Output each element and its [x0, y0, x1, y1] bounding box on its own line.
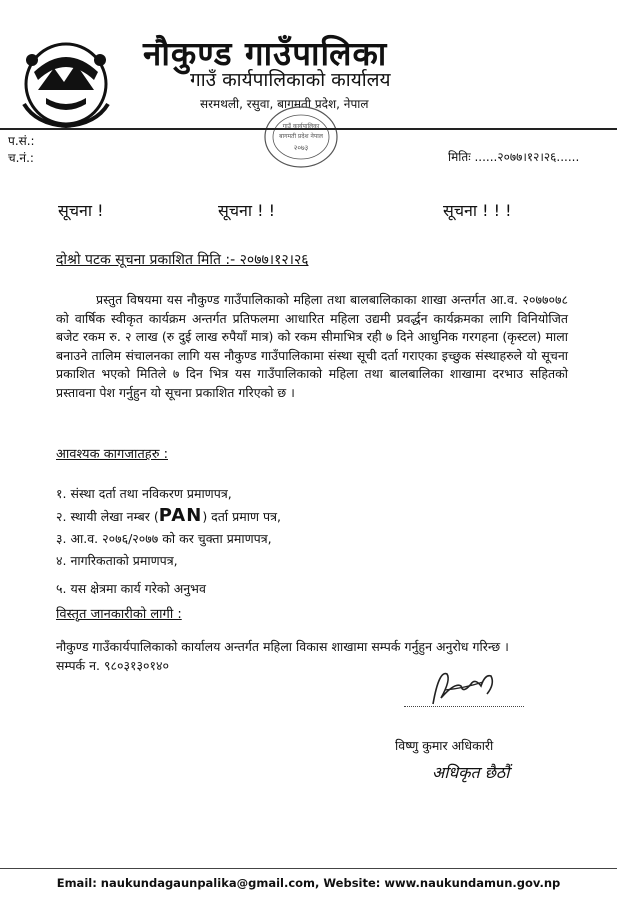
documents-list: [56, 483, 281, 600]
notice-heading-2: सूचना ! !: [218, 201, 276, 220]
contact-phone: सम्पर्क न. ९८०३१३०१४०: [56, 658, 169, 673]
notice-body-text: प्रस्तुत विषयमा यस नौकुण्ड गाउँपालिकाको महिला तथा बालबालिकाका शाखा अन्तर्गत आ.व. २०७७०७८ को वार्षिक स्वीकृत कार्यक्रम अन्तर्गत प्रतिफलमा आधारित महिला उद्यमी प्रवर्द्धन कार्यक्रमका लागि विनियोजित बजेट रकम रु. २ लाख (रु दुई लाख रुपैयाँ मात्र) को रकम सीमाभित्र रही ७ दिने आधुनिक गरगहना (कृस्टल) माला बनाउने तालिम संचालनका लागि यस नौकुण्ड गाउँपालिकामा संस्था सूची दर्ता गराएका इच्छुक संस्थाहरुले यो सूचना प्रकाशित भएको मितिले ७ दिन भित्र यस गाउँपालिकाको महिला तथा बालबालिका शाखामा दरभाउ सहितको प्रस्तावना पेश गर्नुहुन यो सूचना प्रकाशित गरिएको छ ।: [56, 292, 568, 400]
list-item: ४. नागरिकताको प्रमाणपत्र,: [56, 553, 178, 568]
header-divider: [0, 128, 617, 130]
letter-number-label: प.सं.:: [8, 134, 35, 148]
list-item-text: ) दर्ता प्रमाण पत्र,: [202, 509, 281, 524]
contact-heading: विस्तृत जानकारीको लागी :: [56, 607, 182, 622]
office-stamp-icon: [262, 104, 340, 170]
signatory-name: विष्णु कुमार अधिकारी: [395, 738, 494, 753]
list-item: ३. आ.व. २०७६/२०७७ को कर चुक्ता प्रमाणपत्र,: [56, 531, 272, 546]
office-address: सरमथली, रसुवा, बागमती प्रदेश, नेपाल: [200, 97, 369, 111]
notice-heading-3: सूचना ! ! !: [443, 201, 512, 220]
pan-label: PAN: [158, 505, 203, 526]
stamp-text: गाउँ कार्यपालिका: [282, 123, 320, 130]
municipality-emblem-icon: [16, 32, 116, 130]
list-item: १. संस्था दर्ता तथा नविकरण प्रमाणपत्र,: [56, 486, 232, 501]
notice-heading-1: सूचना !: [58, 201, 104, 220]
list-item-text: २. स्थायी लेखा नम्बर (: [56, 509, 159, 524]
documents-heading: आवश्यक कागजातहरु :: [56, 447, 168, 462]
reference-block: [8, 133, 35, 167]
letter-date: मितिः ......२०७७।१२।२६......: [448, 150, 580, 164]
publication-date-line: दोश्रो पटक सूचना प्रकाशित मिति :- २०७७।१२।२६: [56, 252, 309, 268]
signature-icon: [425, 664, 505, 710]
signatory-position: अधिकृत छैठौं: [432, 763, 510, 782]
list-item: ५. यस क्षेत्रमा कार्य गरेको अनुभव: [56, 581, 206, 596]
office-subtitle: गाउँ कार्यपालिकाको कार्यालय: [190, 69, 391, 91]
stamp-text: बागमती प्रदेश नेपाल: [279, 133, 323, 140]
footer-contact: Email: naukundagaunpalika@gmail.com, Website: www.naukundamun.gov.np: [56, 876, 561, 890]
footer-divider: [0, 868, 617, 869]
contact-instruction: नौकुण्ड गाउँकार्यपालिकाको कार्यालय अन्तर्गत महिला विकास शाखामा सम्पर्क गर्नुहुन अनुरोध गरिन्छ ।: [56, 639, 509, 654]
dispatch-number-label: च.नं.:: [8, 151, 34, 165]
signature-line: [404, 706, 524, 707]
office-title: नौकुण्ड गाउँपालिका: [143, 34, 388, 73]
list-item: [56, 505, 281, 528]
notice-body: [56, 291, 568, 403]
stamp-year: २०७३: [293, 144, 309, 152]
